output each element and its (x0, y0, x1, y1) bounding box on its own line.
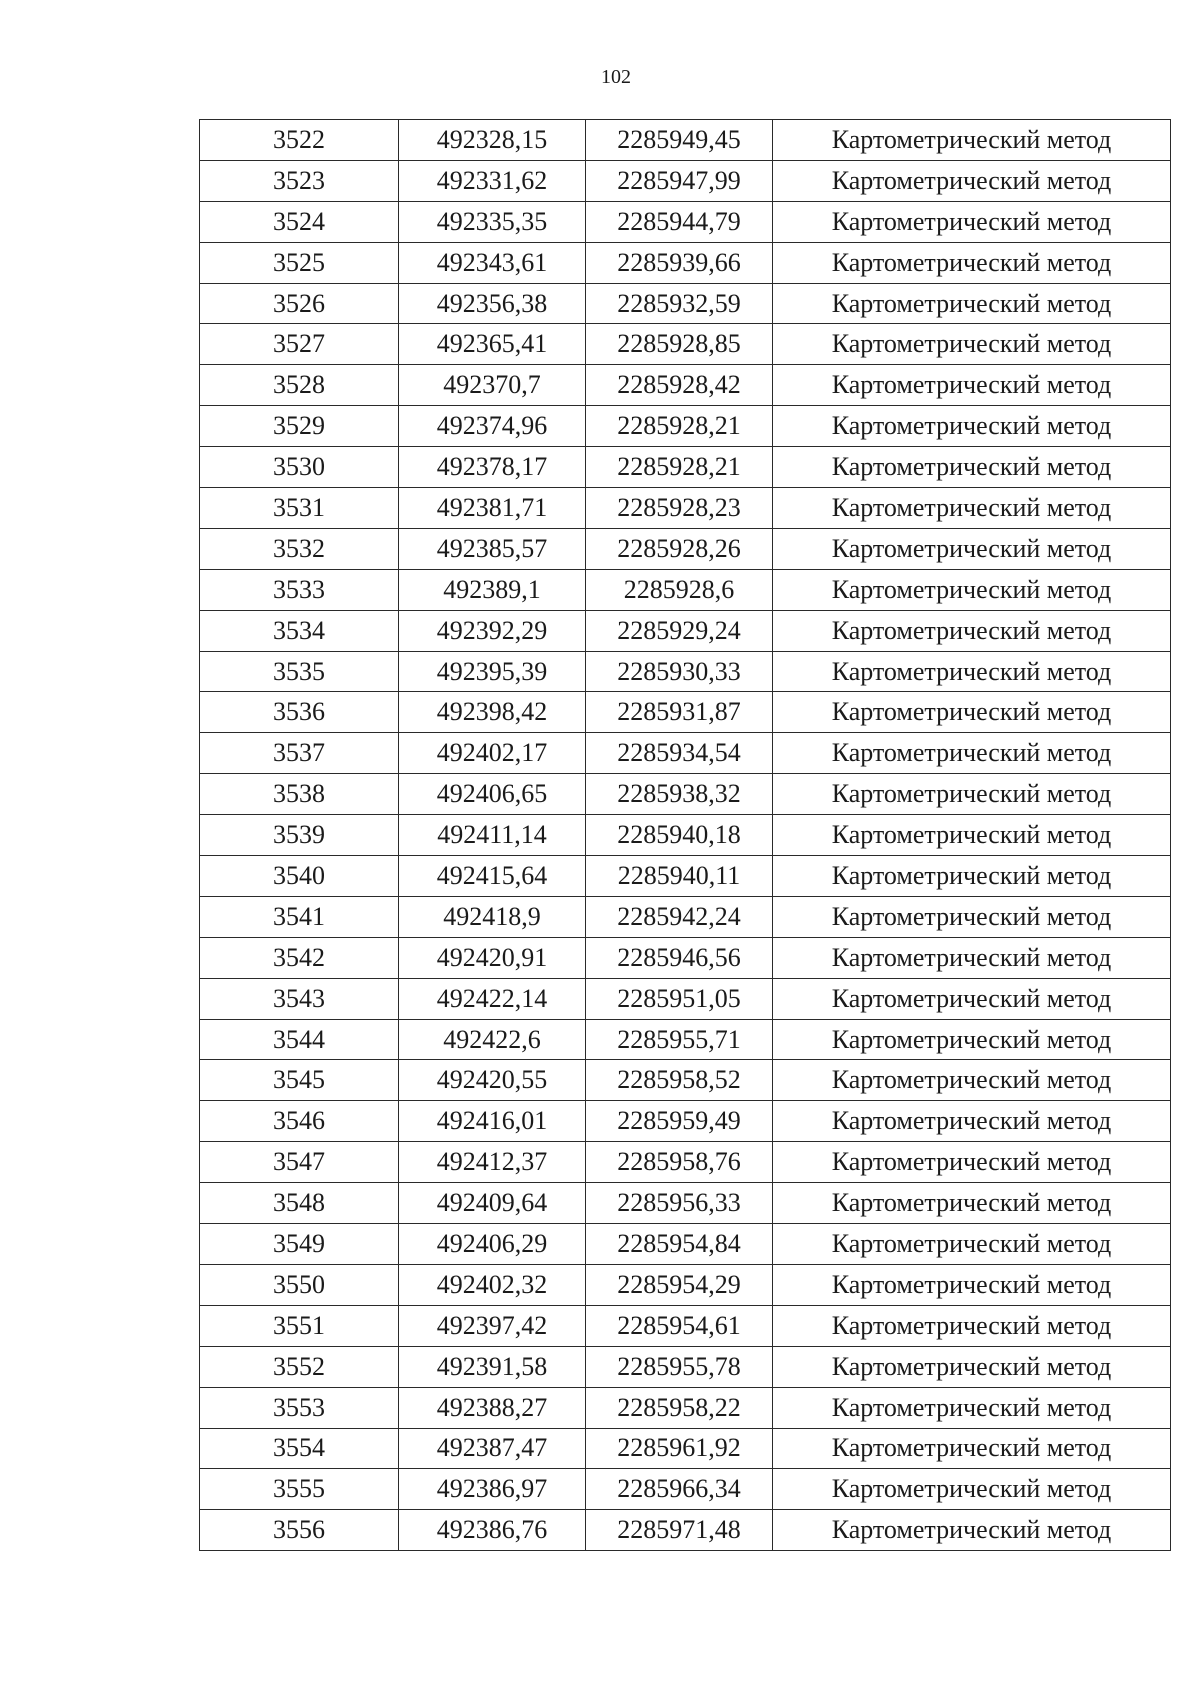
x-coordinate-cell: 492386,76 (399, 1510, 586, 1551)
table-row (200, 1101, 1171, 1142)
y-coordinate-cell: 2285928,6 (586, 569, 773, 610)
point-number-cell: 3544 (200, 1019, 399, 1060)
method-cell: Картометрический метод (773, 1060, 1171, 1101)
y-coordinate-cell: 2285928,26 (586, 528, 773, 569)
y-coordinate-cell: 2285955,71 (586, 1019, 773, 1060)
table-row (200, 160, 1171, 201)
x-coordinate-cell: 492402,17 (399, 733, 586, 774)
table-row (200, 1264, 1171, 1305)
method-cell: Картометрический метод (773, 160, 1171, 201)
x-coordinate-cell: 492415,64 (399, 856, 586, 897)
table-row (200, 610, 1171, 651)
method-cell: Картометрический метод (773, 1264, 1171, 1305)
x-coordinate-cell: 492328,15 (399, 120, 586, 161)
y-coordinate-cell: 2285939,66 (586, 242, 773, 283)
y-coordinate-cell: 2285928,85 (586, 324, 773, 365)
point-number-cell: 3524 (200, 201, 399, 242)
table-row (200, 856, 1171, 897)
method-cell: Картометрический метод (773, 978, 1171, 1019)
method-cell: Картометрический метод (773, 1469, 1171, 1510)
x-coordinate-cell: 492422,14 (399, 978, 586, 1019)
table-row (200, 1305, 1171, 1346)
point-number-cell: 3529 (200, 406, 399, 447)
y-coordinate-cell: 2285958,22 (586, 1387, 773, 1428)
x-coordinate-cell: 492388,27 (399, 1387, 586, 1428)
method-cell: Картометрический метод (773, 733, 1171, 774)
table-row (200, 406, 1171, 447)
table-row (200, 1019, 1171, 1060)
x-coordinate-cell: 492422,6 (399, 1019, 586, 1060)
method-cell: Картометрический метод (773, 365, 1171, 406)
method-cell: Картометрический метод (773, 774, 1171, 815)
y-coordinate-cell: 2285944,79 (586, 201, 773, 242)
x-coordinate-cell: 492398,42 (399, 692, 586, 733)
method-cell: Картометрический метод (773, 283, 1171, 324)
x-coordinate-cell: 492391,58 (399, 1346, 586, 1387)
point-number-cell: 3541 (200, 896, 399, 937)
point-number-cell: 3531 (200, 488, 399, 529)
y-coordinate-cell: 2285940,11 (586, 856, 773, 897)
table-row (200, 365, 1171, 406)
x-coordinate-cell: 492420,55 (399, 1060, 586, 1101)
table-row (200, 1387, 1171, 1428)
table-row (200, 692, 1171, 733)
table-row (200, 1142, 1171, 1183)
method-cell: Картометрический метод (773, 1305, 1171, 1346)
point-number-cell: 3542 (200, 937, 399, 978)
table-row (200, 1346, 1171, 1387)
x-coordinate-cell: 492374,96 (399, 406, 586, 447)
table-row (200, 978, 1171, 1019)
method-cell: Картометрический метод (773, 610, 1171, 651)
method-cell: Картометрический метод (773, 1183, 1171, 1224)
point-number-cell: 3551 (200, 1305, 399, 1346)
point-number-cell: 3530 (200, 447, 399, 488)
y-coordinate-cell: 2285940,18 (586, 815, 773, 856)
y-coordinate-cell: 2285928,21 (586, 447, 773, 488)
y-coordinate-cell: 2285954,61 (586, 1305, 773, 1346)
table-row (200, 201, 1171, 242)
y-coordinate-cell: 2285958,76 (586, 1142, 773, 1183)
method-cell: Картометрический метод (773, 937, 1171, 978)
y-coordinate-cell: 2285949,45 (586, 120, 773, 161)
point-number-cell: 3539 (200, 815, 399, 856)
method-cell: Картометрический метод (773, 1387, 1171, 1428)
point-number-cell: 3534 (200, 610, 399, 651)
point-number-cell: 3552 (200, 1346, 399, 1387)
method-cell: Картометрический метод (773, 1019, 1171, 1060)
method-cell: Картометрический метод (773, 528, 1171, 569)
point-number-cell: 3525 (200, 242, 399, 283)
table-row (200, 1060, 1171, 1101)
x-coordinate-cell: 492416,01 (399, 1101, 586, 1142)
x-coordinate-cell: 492406,29 (399, 1224, 586, 1265)
point-number-cell: 3543 (200, 978, 399, 1019)
point-number-cell: 3550 (200, 1264, 399, 1305)
point-number-cell: 3532 (200, 528, 399, 569)
table-row (200, 488, 1171, 529)
point-number-cell: 3536 (200, 692, 399, 733)
x-coordinate-cell: 492331,62 (399, 160, 586, 201)
method-cell: Картометрический метод (773, 856, 1171, 897)
table-row (200, 242, 1171, 283)
x-coordinate-cell: 492387,47 (399, 1428, 586, 1469)
point-number-cell: 3545 (200, 1060, 399, 1101)
method-cell: Картометрический метод (773, 896, 1171, 937)
method-cell: Картометрический метод (773, 201, 1171, 242)
x-coordinate-cell: 492389,1 (399, 569, 586, 610)
x-coordinate-cell: 492365,41 (399, 324, 586, 365)
method-cell: Картометрический метод (773, 692, 1171, 733)
y-coordinate-cell: 2285966,34 (586, 1469, 773, 1510)
method-cell: Картометрический метод (773, 569, 1171, 610)
method-cell: Картометрический метод (773, 815, 1171, 856)
point-number-cell: 3533 (200, 569, 399, 610)
table-row (200, 324, 1171, 365)
method-cell: Картометрический метод (773, 242, 1171, 283)
y-coordinate-cell: 2285930,33 (586, 651, 773, 692)
table-row (200, 1428, 1171, 1469)
table-row (200, 896, 1171, 937)
x-coordinate-cell: 492378,17 (399, 447, 586, 488)
table-row (200, 283, 1171, 324)
table-row (200, 1469, 1171, 1510)
y-coordinate-cell: 2285954,29 (586, 1264, 773, 1305)
method-cell: Картометрический метод (773, 1142, 1171, 1183)
x-coordinate-cell: 492392,29 (399, 610, 586, 651)
y-coordinate-cell: 2285934,54 (586, 733, 773, 774)
table-row (200, 1224, 1171, 1265)
table-row (200, 120, 1171, 161)
point-number-cell: 3522 (200, 120, 399, 161)
table-row (200, 651, 1171, 692)
point-number-cell: 3538 (200, 774, 399, 815)
y-coordinate-cell: 2285971,48 (586, 1510, 773, 1551)
point-number-cell: 3549 (200, 1224, 399, 1265)
method-cell: Картометрический метод (773, 1346, 1171, 1387)
x-coordinate-cell: 492381,71 (399, 488, 586, 529)
x-coordinate-cell: 492420,91 (399, 937, 586, 978)
table-row (200, 937, 1171, 978)
point-number-cell: 3523 (200, 160, 399, 201)
table-row (200, 774, 1171, 815)
y-coordinate-cell: 2285928,21 (586, 406, 773, 447)
x-coordinate-cell: 492397,42 (399, 1305, 586, 1346)
y-coordinate-cell: 2285947,99 (586, 160, 773, 201)
x-coordinate-cell: 492343,61 (399, 242, 586, 283)
y-coordinate-cell: 2285938,32 (586, 774, 773, 815)
y-coordinate-cell: 2285929,24 (586, 610, 773, 651)
y-coordinate-cell: 2285928,23 (586, 488, 773, 529)
y-coordinate-cell: 2285958,52 (586, 1060, 773, 1101)
table-row (200, 447, 1171, 488)
point-number-cell: 3537 (200, 733, 399, 774)
x-coordinate-cell: 492412,37 (399, 1142, 586, 1183)
page-number: 102 (601, 66, 631, 88)
y-coordinate-cell: 2285928,42 (586, 365, 773, 406)
y-coordinate-cell: 2285954,84 (586, 1224, 773, 1265)
point-number-cell: 3553 (200, 1387, 399, 1428)
method-cell: Картометрический метод (773, 488, 1171, 529)
x-coordinate-cell: 492386,97 (399, 1469, 586, 1510)
y-coordinate-cell: 2285961,92 (586, 1428, 773, 1469)
y-coordinate-cell: 2285951,05 (586, 978, 773, 1019)
y-coordinate-cell: 2285942,24 (586, 896, 773, 937)
coordinates-table (199, 119, 1171, 1551)
x-coordinate-cell: 492335,35 (399, 201, 586, 242)
table-row (200, 733, 1171, 774)
method-cell: Картометрический метод (773, 1510, 1171, 1551)
x-coordinate-cell: 492356,38 (399, 283, 586, 324)
y-coordinate-cell: 2285959,49 (586, 1101, 773, 1142)
x-coordinate-cell: 492402,32 (399, 1264, 586, 1305)
x-coordinate-cell: 492418,9 (399, 896, 586, 937)
point-number-cell: 3548 (200, 1183, 399, 1224)
method-cell: Картометрический метод (773, 120, 1171, 161)
y-coordinate-cell: 2285946,56 (586, 937, 773, 978)
method-cell: Картометрический метод (773, 1224, 1171, 1265)
point-number-cell: 3527 (200, 324, 399, 365)
point-number-cell: 3535 (200, 651, 399, 692)
method-cell: Картометрический метод (773, 1101, 1171, 1142)
y-coordinate-cell: 2285932,59 (586, 283, 773, 324)
x-coordinate-cell: 492409,64 (399, 1183, 586, 1224)
y-coordinate-cell: 2285956,33 (586, 1183, 773, 1224)
method-cell: Картометрический метод (773, 406, 1171, 447)
point-number-cell: 3540 (200, 856, 399, 897)
x-coordinate-cell: 492406,65 (399, 774, 586, 815)
point-number-cell: 3526 (200, 283, 399, 324)
table-row (200, 1510, 1171, 1551)
point-number-cell: 3528 (200, 365, 399, 406)
method-cell: Картометрический метод (773, 1428, 1171, 1469)
table-row (200, 1183, 1171, 1224)
table-row (200, 815, 1171, 856)
method-cell: Картометрический метод (773, 324, 1171, 365)
y-coordinate-cell: 2285955,78 (586, 1346, 773, 1387)
x-coordinate-cell: 492370,7 (399, 365, 586, 406)
point-number-cell: 3546 (200, 1101, 399, 1142)
y-coordinate-cell: 2285931,87 (586, 692, 773, 733)
x-coordinate-cell: 492411,14 (399, 815, 586, 856)
method-cell: Картометрический метод (773, 651, 1171, 692)
x-coordinate-cell: 492395,39 (399, 651, 586, 692)
point-number-cell: 3554 (200, 1428, 399, 1469)
point-number-cell: 3555 (200, 1469, 399, 1510)
table-row (200, 569, 1171, 610)
point-number-cell: 3556 (200, 1510, 399, 1551)
x-coordinate-cell: 492385,57 (399, 528, 586, 569)
table-row (200, 528, 1171, 569)
point-number-cell: 3547 (200, 1142, 399, 1183)
coordinates-table-body (200, 120, 1171, 1551)
method-cell: Картометрический метод (773, 447, 1171, 488)
